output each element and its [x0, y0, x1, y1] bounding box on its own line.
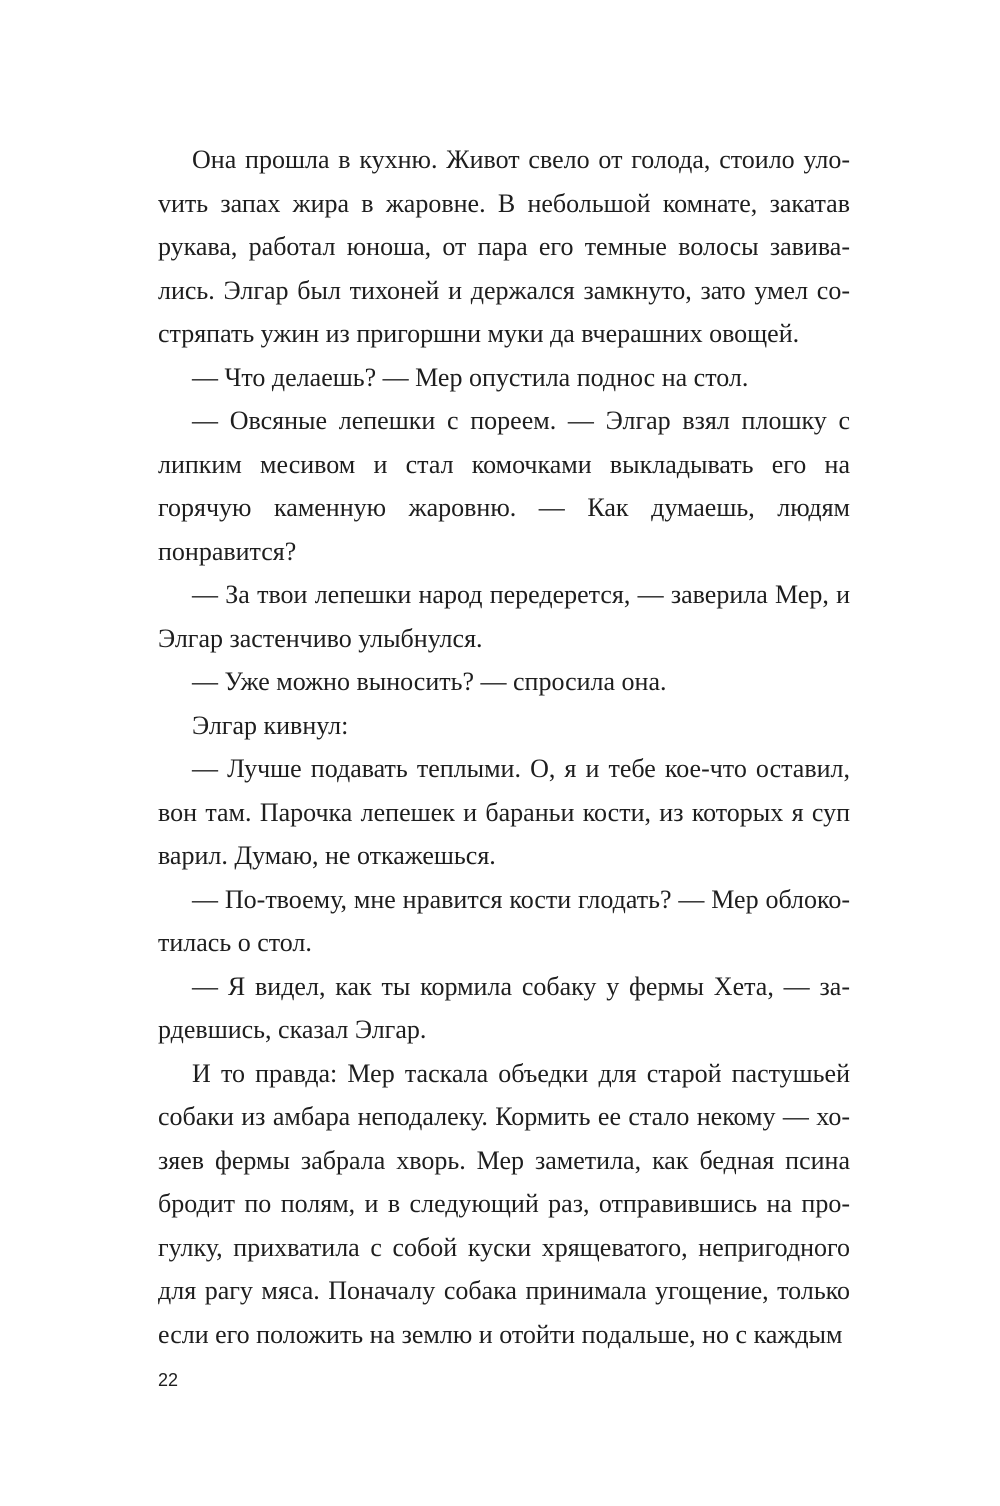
paragraph-3: — Овсяные лепешки с пореем. — Элгар взял плошку с липким месивом и стал комочками выкладывать его на горячую каменную жаровню. — Как думаешь, людям понравится? [158, 406, 850, 566]
paragraph-8: — По-твоему, мне нравится кости глодать? — Мер облокотилась о стол. [158, 884, 850, 957]
paragraph-9: — Я видел, как ты кормила собаку у фермы Хета, — зардевшись, сказал Элгар. [158, 971, 850, 1044]
paragraph-6: Элгар кивнул: [192, 710, 349, 740]
paragraph-7: — Лучше подавать теплыми. О, я и тебе кое-что оставил, вон там. Парочка лепешек и бараньи кости, из которых я суп варил. Думаю, не откажешься. [158, 754, 850, 870]
paragraph-5: — Уже можно выносить? — спросила она. [192, 667, 667, 696]
paragraph-2: — Что делаешь? — Мер опустила поднос на стол. [192, 362, 749, 392]
paragraph-4: — За твои лепешки народ передерется, — заверила Мер, и Элгар застенчиво улыбнулся. [158, 580, 850, 653]
paragraph-1: Она прошла в кухню. Живот свело от голода, стоило улоvить запах жира в жаровне. В небольшой комнате, закатав рукава, работал юноша, от пара его темные волосы завивались. Элгар был тихоней и держался замкнуто, зато умел состряпать ужин из пригоршни муки да вчерашних овощей. [158, 145, 850, 348]
body-text [158, 138, 850, 1356]
page-number: 22 [158, 1370, 179, 1390]
paragraph-10: И то правда: Мер таскала объедки для старой пастушьей собаки из амбара неподалеку. Кормить ее стало некому — хозяев фермы забрала хворь. Мер заметила, как бедная псина бродит по полям, и в следующий раз, отправившись на прогулку, прихватила с собой куски хрящеватого, непригодного для рагу мяса. Поначалу собака принимала угощение, только если его положить на землю и отойти подальше, но с каждым [158, 1058, 850, 1349]
